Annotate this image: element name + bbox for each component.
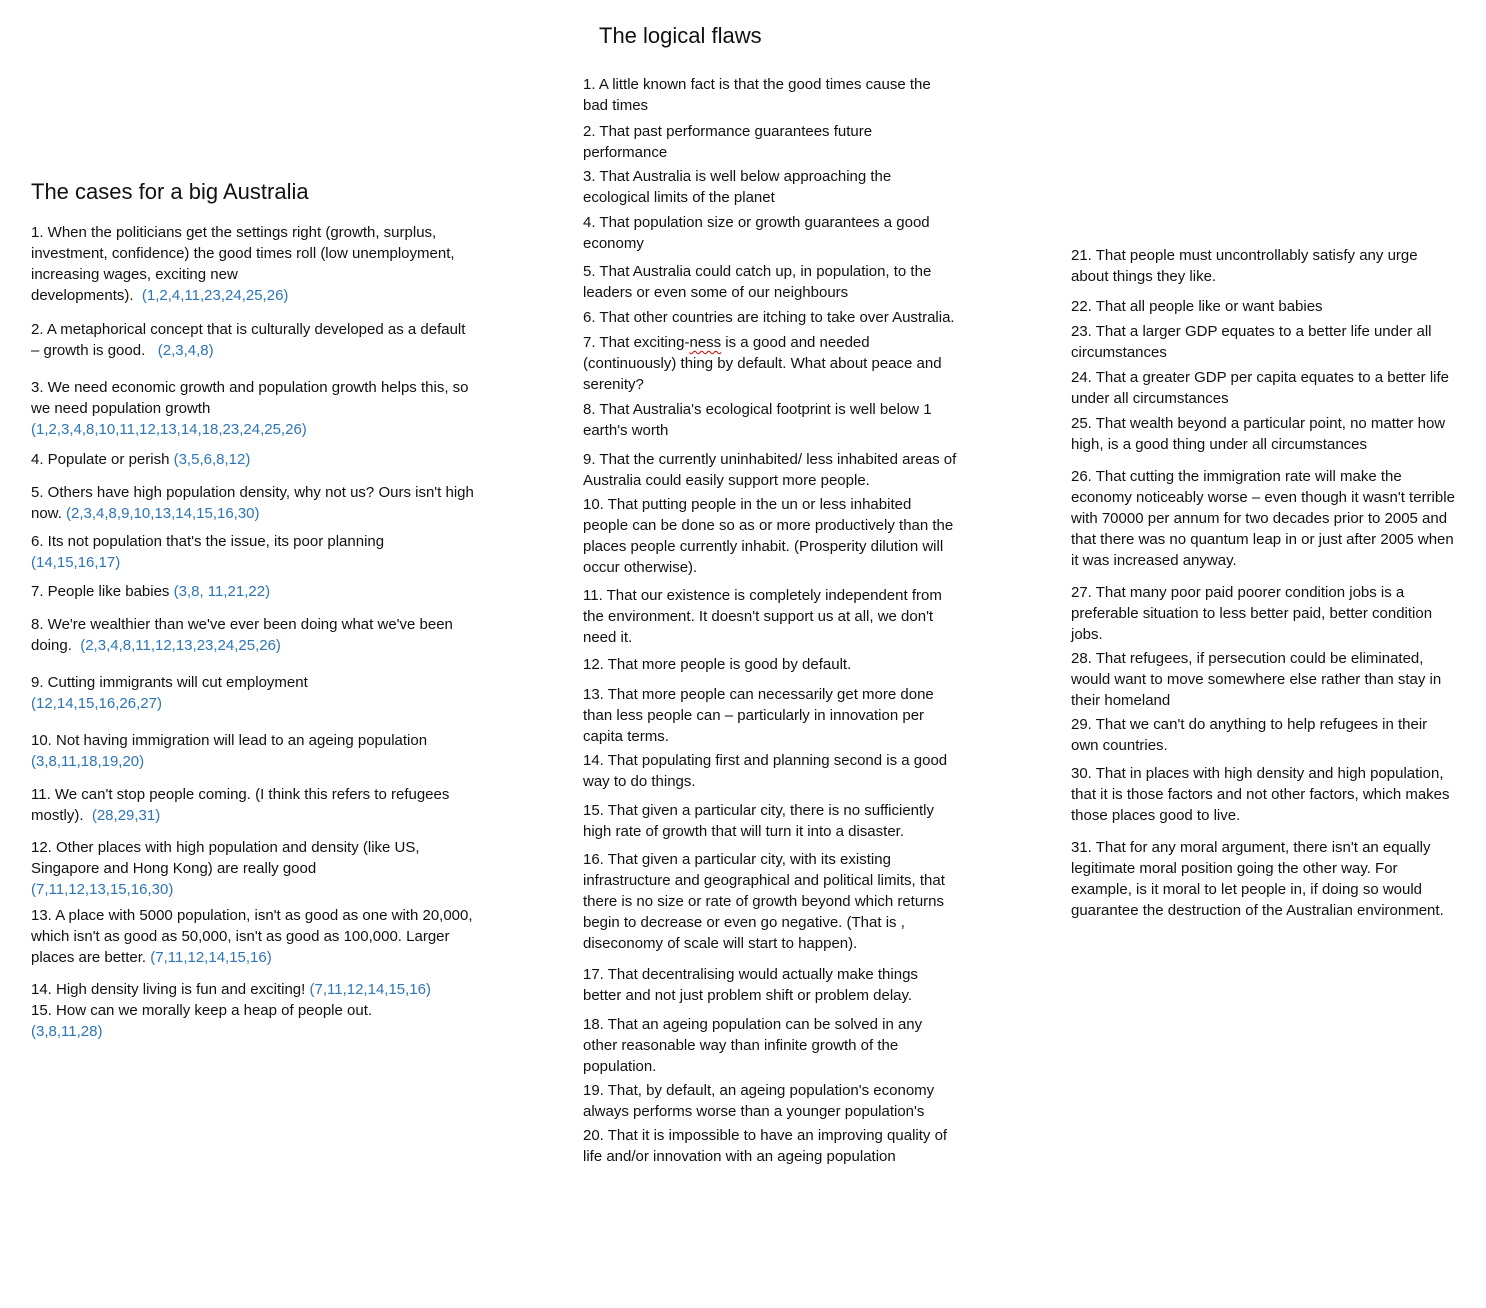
case-refs: (12,14,15,16,26,27) [31, 695, 162, 712]
case-refs: (2,3,4,8) [157, 342, 214, 359]
case-item-9 [31, 672, 476, 714]
flaw-item-24: 24. That a greater GDP per capita equates to a better life under all circumstances [1071, 369, 1450, 407]
case-text: 2. A metaphorical concept that is culturally developed as a default – growth is good. [31, 321, 466, 359]
flaw-item-11: 11. That our existence is completely independent from the environment. It doesn't support us at all, we don't need it. [583, 587, 942, 646]
flaw-item-20: 20. That it is impossible to have an improving quality of life and/or innovation with an ageing population [583, 1127, 948, 1165]
case-item-7 [31, 581, 476, 602]
flaw-item-27: 27. That many poor paid poorer condition jobs is a preferable situation to less better paid, better condition jobs. [1071, 584, 1433, 643]
flaw-item-5: 5. That Australia could catch up, in population, to the leaders or even some of our neighbours [583, 263, 932, 301]
case-refs: (3,8, 11,21,22) [173, 583, 271, 600]
flaw-item-8: 8. That Australia's ecological footprint is well below 1 earth's worth [583, 401, 932, 439]
case-text: 6. Its not population that's the issue, its poor planning [31, 533, 385, 550]
case-item-4 [31, 449, 476, 470]
flaw-item-23: 23. That a larger GDP equates to a better life under all circumstances [1071, 323, 1432, 361]
flaw-text: is a good and needed (continuously) thing by default. What about peace and serenity? [583, 334, 942, 393]
flaw-item-30: 30. That in places with high density and high population, that it is those factors and not other factors, which makes those places good to live. [1071, 765, 1450, 824]
case-item-14 [31, 979, 476, 1000]
case-refs: (28,29,31) [91, 807, 161, 824]
cases-heading: The cases for a big Australia [31, 179, 309, 204]
spellcheck-flagged-word: ness [689, 334, 722, 351]
flaw-item-19: 19. That, by default, an ageing population's economy always performs worse than a younger population's [583, 1082, 935, 1120]
case-text: 4. Populate or perish [31, 451, 170, 468]
case-item-10 [31, 730, 476, 772]
case-text: 14. High density living is fun and exciting! [31, 981, 306, 998]
case-refs: (2,3,4,8,11,12,13,23,24,25,26) [80, 637, 281, 654]
case-text: 10. Not having immigration will lead to an ageing population [31, 732, 428, 749]
case-refs: (7,11,12,14,15,16) [150, 949, 272, 966]
case-text: 8. We're wealthier than we've ever been doing what we've been doing. [31, 616, 453, 654]
case-item-12 [31, 837, 476, 900]
flaw-item-3: 3. That Australia is well below approaching the ecological limits of the planet [583, 168, 892, 206]
case-text: 11. We can't stop people coming. (I think this refers to refugees mostly). [31, 786, 450, 824]
flaw-item-6: 6. That other countries are itching to take over Australia. [583, 309, 955, 326]
flaw-item-2: 2. That past performance guarantees future performance [583, 123, 873, 161]
flaw-item-31: 31. That for any moral argument, there isn't an equally legitimate moral position going the other way. For example, is it moral to let people in, if doing so would guarantee the destruction of the Australian environment. [1071, 839, 1444, 919]
case-text: 3. We need economic growth and population growth helps this, so we need population growth [31, 379, 469, 417]
flaw-item-1: 1. A little known fact is that the good times cause the bad times [583, 76, 931, 114]
case-refs: (1,2,3,4,8,10,11,12,13,14,18,23,24,25,26) [31, 421, 307, 438]
case-text: 5. Others have high population density, why not us? Ours isn't high now. [31, 484, 474, 522]
case-item-1 [31, 222, 476, 306]
flaw-item-13: 13. That more people can necessarily get more done than less people can – particularly in innovation per capita terms. [583, 686, 934, 745]
case-refs: (7,11,12,14,15,16) [309, 981, 431, 998]
flaw-item-15: 15. That given a particular city, there is no sufficiently high rate of growth that will turn it into a disaster. [583, 802, 935, 840]
case-refs: (7,11,12,13,15,16,30) [31, 881, 174, 898]
case-refs: (3,8,11,28) [31, 1023, 103, 1040]
flaw-item-10: 10. That putting people in the un or less inhabited people can be done so as or more productively than the places people currently inhabit. (Prosperity dilution will occur otherwise). [583, 496, 954, 576]
case-item-3 [31, 377, 476, 440]
case-refs: (3,8,11,18,19,20) [31, 753, 145, 770]
flaw-item-17: 17. That decentralising would actually make things better and not just problem shift or problem delay. [583, 966, 918, 1004]
case-item-8 [31, 614, 476, 656]
flaw-item-12: 12. That more people is good by default. [583, 656, 852, 673]
case-item-11 [31, 784, 476, 826]
flaw-item-22: 22. That all people like or want babies [1071, 298, 1323, 315]
case-text: 9. Cutting immigrants will cut employment [31, 674, 308, 691]
flaw-item-29: 29. That we can't do anything to help refugees in their own countries. [1071, 716, 1428, 754]
case-text: 1. When the politicians get the settings right (growth, surplus, investment, confidence) the good times roll (low unemployment, increasing wages, exciting new developments). [31, 224, 455, 304]
case-refs: (2,3,4,8,9,10,13,14,15,16,30) [66, 505, 260, 522]
case-refs: (3,5,6,8,12) [173, 451, 251, 468]
flaw-item-25: 25. That wealth beyond a particular point, no matter how high, is a good thing under all circumstances [1071, 415, 1446, 453]
flaw-item-7 [583, 332, 958, 395]
case-refs: (14,15,16,17) [31, 554, 121, 571]
flaw-item-18: 18. That an ageing population can be solved in any other reasonable way than infinite growth of the population. [583, 1016, 923, 1075]
cases-column [31, 178, 476, 1042]
flaw-item-28: 28. That refugees, if persecution could be eliminated, would want to move somewhere else rather than stay in their homeland [1071, 650, 1442, 709]
flaw-item-21: 21. That people must uncontrollably satisfy any urge about things they like. [1071, 247, 1418, 285]
flaw-item-4: 4. That population size or growth guarantees a good economy [583, 214, 930, 252]
flaw-item-14: 14. That populating first and planning second is a good way to do things. [583, 752, 948, 790]
flaw-item-16: 16. That given a particular city, with its existing infrastructure and geographical and political limits, that there is no size or rate of growth beyond which returns begin to decrease or even go negative. (That is , diseconomy of scale will start to happen). [583, 851, 945, 952]
case-item-5 [31, 482, 476, 524]
flaw-item-9: 9. That the currently uninhabited/ less inhabited areas of Australia could easily support more people. [583, 451, 957, 489]
case-text: 13. A place with 5000 population, isn't as good as one with 20,000, which isn't as good as 50,000, isn't as good as 100,000. Larger places are better. [31, 907, 473, 966]
flaws-column-continued [1071, 245, 1456, 921]
case-item-6 [31, 531, 476, 573]
case-item-15 [31, 1000, 476, 1042]
case-text: 15. How can we morally keep a heap of people out. [31, 1002, 373, 1019]
flaws-heading: The logical flaws [599, 23, 762, 48]
case-item-13 [31, 905, 476, 968]
case-text: 12. Other places with high population and density (like US, Singapore and Hong Kong) are really good [31, 839, 420, 877]
flaw-text: 7. That exciting- [583, 334, 690, 351]
case-item-2 [31, 319, 476, 361]
flaw-item-26: 26. That cutting the immigration rate will make the economy noticeably worse – even though it wasn't terrible with 70000 per annum for two decades prior to 2005 and that there was no quantum leap in or just after 2005 when it was increased anyway. [1071, 468, 1455, 569]
case-text: 7. People like babies [31, 583, 170, 600]
flaws-column [583, 22, 958, 1167]
case-refs: (1,2,4,11,23,24,25,26) [141, 287, 289, 304]
